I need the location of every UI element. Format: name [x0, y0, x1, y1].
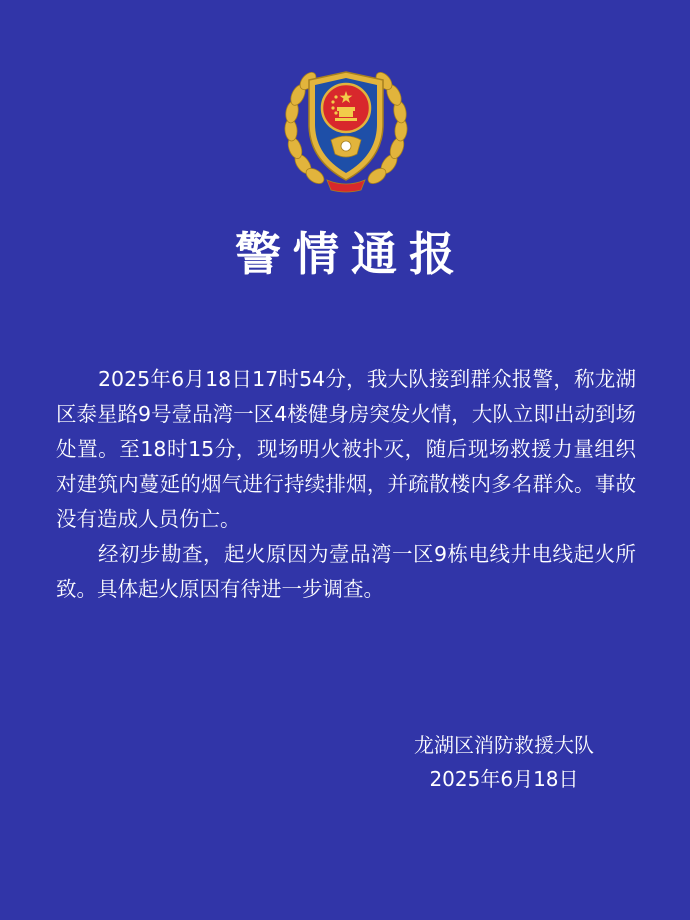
fire-rescue-emblem-icon	[283, 62, 409, 194]
notice-title: 警情通报	[235, 227, 467, 281]
notice-body	[56, 362, 636, 607]
issue-date: 2025年6月18日	[429, 767, 579, 791]
notice-paragraph-2: 经初步勘查，起火原因为壹品湾一区9栋电线井电线起火所致。具体起火原因有待进一步调查。	[56, 542, 636, 601]
signature-block	[414, 728, 594, 796]
issuer-name: 龙湖区消防救援大队	[414, 733, 594, 757]
notice-paragraph-1: 2025年6月18日17时54分，我大队接到群众报警，称龙湖区泰星路9号壹品湾一区4楼健身房突发火情，大队立即出动到场处置。至18时15分，现场明火被扑灭，随后现场救援力量组织对建筑内蔓延的烟气进行持续排烟，并疏散楼内多名群众。事故没有造成人员伤亡。	[56, 367, 636, 531]
